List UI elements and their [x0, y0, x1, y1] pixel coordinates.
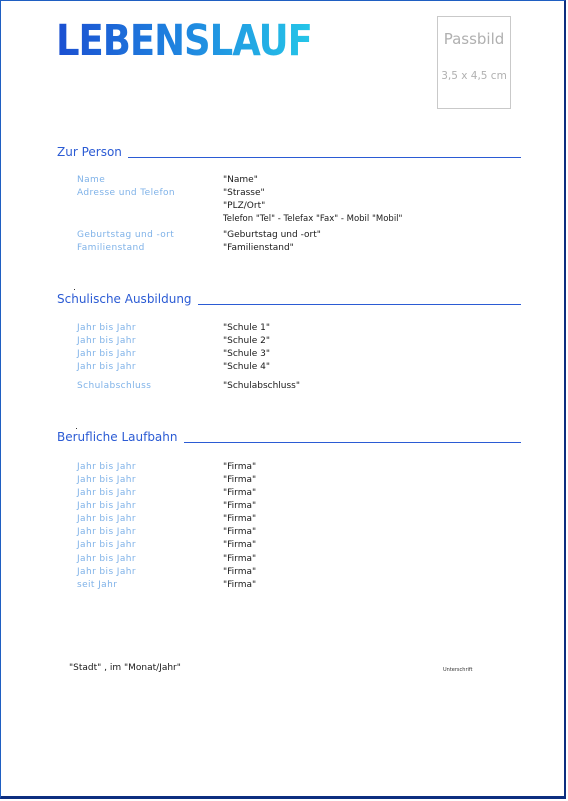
- degree-value: "Schulabschluss": [223, 381, 301, 391]
- city-value: "PLZ/Ort": [223, 201, 266, 211]
- career-row-label: Jahr bis Jahr: [77, 488, 136, 498]
- career-row-value: "Firma": [223, 488, 257, 498]
- career-row-value: "Firma": [223, 462, 257, 472]
- document-title: LEBENSLAUF: [56, 16, 312, 66]
- section-heading-person: [57, 145, 521, 163]
- career-row-label: Jahr bis Jahr: [77, 501, 136, 511]
- career-row-label: Jahr bis Jahr: [77, 514, 136, 524]
- name-value: "Name": [223, 175, 258, 185]
- school-row-label: Jahr bis Jahr: [77, 323, 136, 333]
- career-row-label: Jahr bis Jahr: [77, 462, 136, 472]
- career-row-label: Jahr bis Jahr: [77, 475, 136, 485]
- school-row-value: "Schule 3": [223, 349, 270, 359]
- career-row-value: "Firma": [223, 567, 257, 577]
- photo-placeholder: [437, 16, 511, 109]
- birth-value: "Geburtstag und -ort": [223, 230, 321, 240]
- career-row-label: Jahr bis Jahr: [77, 527, 136, 537]
- school-row-value: "Schule 4": [223, 362, 270, 372]
- career-row-value: "Firma": [223, 554, 257, 564]
- career-row-value: "Firma": [223, 527, 257, 537]
- career-row-value: "Firma": [223, 501, 257, 511]
- photo-size: 3,5 x 4,5 cm: [441, 70, 507, 82]
- birth-label: Geburtstag und -ort: [77, 230, 175, 240]
- career-row-value: "Firma": [223, 580, 257, 590]
- anchor-mark: [76, 428, 77, 429]
- anchor-mark: [74, 289, 75, 290]
- school-row-label: Jahr bis Jahr: [77, 362, 136, 372]
- career-row-value: "Firma": [223, 475, 257, 485]
- school-row-label: Jahr bis Jahr: [77, 336, 136, 346]
- career-row-label: Jahr bis Jahr: [77, 540, 136, 550]
- photo-label: Passbild: [443, 30, 505, 48]
- address-label: Adresse und Telefon: [77, 188, 176, 198]
- school-row-label: Jahr bis Jahr: [77, 349, 136, 359]
- section-heading-career: [57, 430, 521, 448]
- street-value: "Strasse": [223, 188, 265, 198]
- section-title: Zur Person: [57, 145, 128, 159]
- signature-label: Unterschrift: [443, 667, 473, 673]
- career-row-value: "Firma": [223, 540, 257, 550]
- degree-label: Schulabschluss: [77, 381, 152, 391]
- name-label: Name: [77, 175, 106, 185]
- career-row-label: Jahr bis Jahr: [77, 554, 136, 564]
- section-heading-school: [57, 292, 521, 310]
- family-label: Familienstand: [77, 243, 145, 253]
- school-row-value: "Schule 2": [223, 336, 270, 346]
- career-row-label: seit Jahr: [77, 580, 118, 590]
- school-row-value: "Schule 1": [223, 323, 270, 333]
- section-title: Berufliche Laufbahn: [57, 430, 184, 444]
- section-title: Schulische Ausbildung: [57, 292, 198, 306]
- career-row-value: "Firma": [223, 514, 257, 524]
- career-row-label: Jahr bis Jahr: [77, 567, 136, 577]
- phone-value: Telefon "Tel" - Telefax "Fax" - Mobil "Mobil": [223, 214, 403, 224]
- place-date: "Stadt" , im "Monat/Jahr": [69, 663, 181, 673]
- family-value: "Familienstand": [223, 243, 294, 253]
